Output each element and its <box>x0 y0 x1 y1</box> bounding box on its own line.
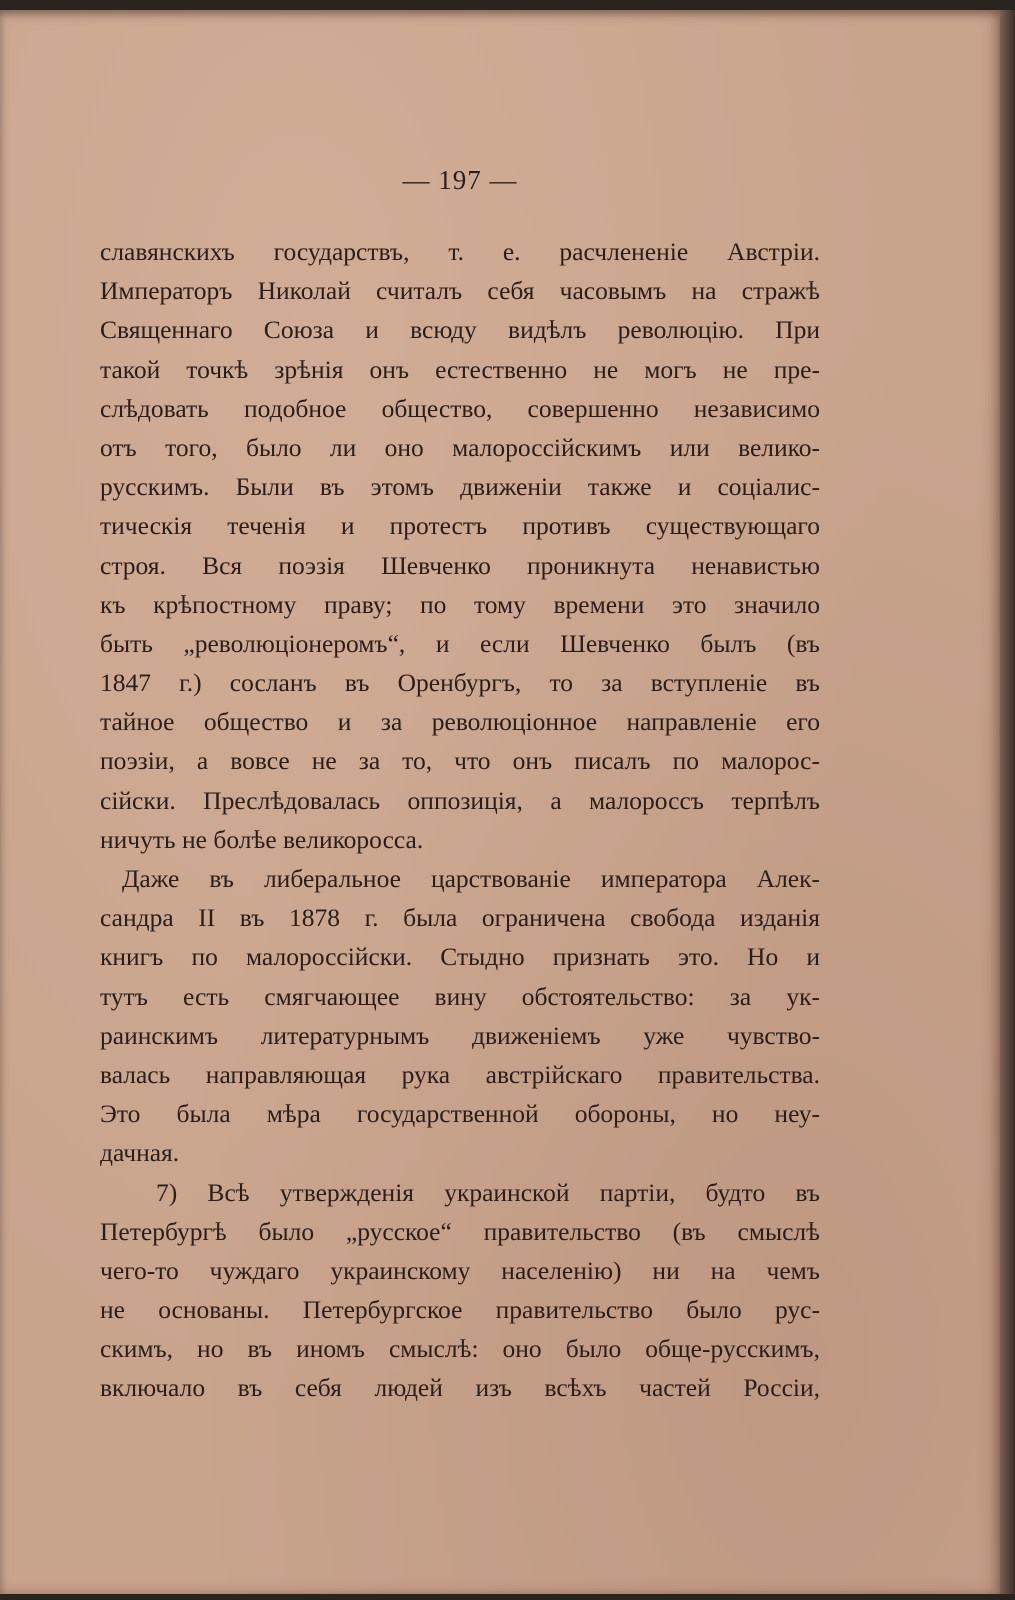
text-line: такой точкѣ зрѣнія онъ естественно не могъ не пре- <box>100 354 820 384</box>
page-number: — 197 — <box>402 165 518 195</box>
text-line: тутъ есть смягчающее вину обстоятельство: за ук- <box>100 981 820 1011</box>
text-line: отъ того, было ли оно малороссійскимъ или велико- <box>100 432 820 462</box>
body-text <box>100 232 820 1408</box>
text-line: валась направляющая рука австрійскаго правительства. <box>100 1059 820 1089</box>
text-line: сійски. Преслѣдовалась оппозиція, а малороссъ терпѣлъ <box>100 785 820 815</box>
text-line: Священнаго Союза и всюду видѣлъ революцію. При <box>100 315 820 345</box>
text-line: русскимъ. Были въ этомъ движеніи также и соціалис- <box>100 472 820 502</box>
text-line: къ крѣпостному праву; по тому времени это значило <box>100 589 820 619</box>
text-line: строя. Вся поэзія Шевченко проникнута ненавистью <box>100 550 820 580</box>
text-line: скимъ, но въ иномъ смыслѣ: оно было обще-русскимъ, <box>100 1334 820 1364</box>
text-line: не основаны. Петербургское правительство было рус- <box>100 1295 820 1325</box>
text-line: сандра II въ 1878 г. была ограничена свобода изданія <box>100 903 820 933</box>
text-line: славянскихъ государствъ, т. е. расчлененіе Австріи. <box>100 237 820 266</box>
text-line: 1847 г.) сосланъ въ Оренбургъ, то за вступленіе въ <box>100 668 820 698</box>
text-line: быть „революціонеромъ“, и если Шевченко былъ (въ <box>100 628 820 658</box>
text-line: тайное общество и за революціонное направленіе его <box>100 707 820 737</box>
text-line: Петербургѣ было „русское“ правительство (въ смыслѣ <box>100 1216 820 1246</box>
text-line: книгъ по малороссійски. Стыдно признать это. Но и <box>100 942 820 972</box>
text-line: поэзіи, а вовсе не за то, что онъ писалъ по малорос- <box>100 746 820 776</box>
text-line: ничуть не болѣе великоросса. <box>100 824 424 854</box>
text-line: Императоръ Николай считалъ себя часовымъ на стражѣ <box>100 276 820 306</box>
page-edge <box>1000 10 1015 1594</box>
text-line: 7) Всѣ утвержденія украинской партіи, будто въ <box>156 1177 820 1207</box>
text-line: чего-то чуждаго украинскому населенію) ни на чемъ <box>100 1255 820 1285</box>
text-line: тическія теченія и протестъ противъ существующаго <box>100 511 820 541</box>
text-line: дачная. <box>100 1138 180 1168</box>
text-line: слѣдовать подобное общество, совершенно независимо <box>100 393 820 423</box>
text-line: Это была мѣра государственной обороны, но неу- <box>100 1099 820 1129</box>
text-line: раинскимъ литературнымъ движеніемъ уже чувство- <box>100 1020 820 1050</box>
text-line: Даже въ либеральное царствованіе императора Алек- <box>122 864 820 893</box>
text-line: включало въ себя людей изъ всѣхъ частей Россіи, <box>100 1373 820 1403</box>
